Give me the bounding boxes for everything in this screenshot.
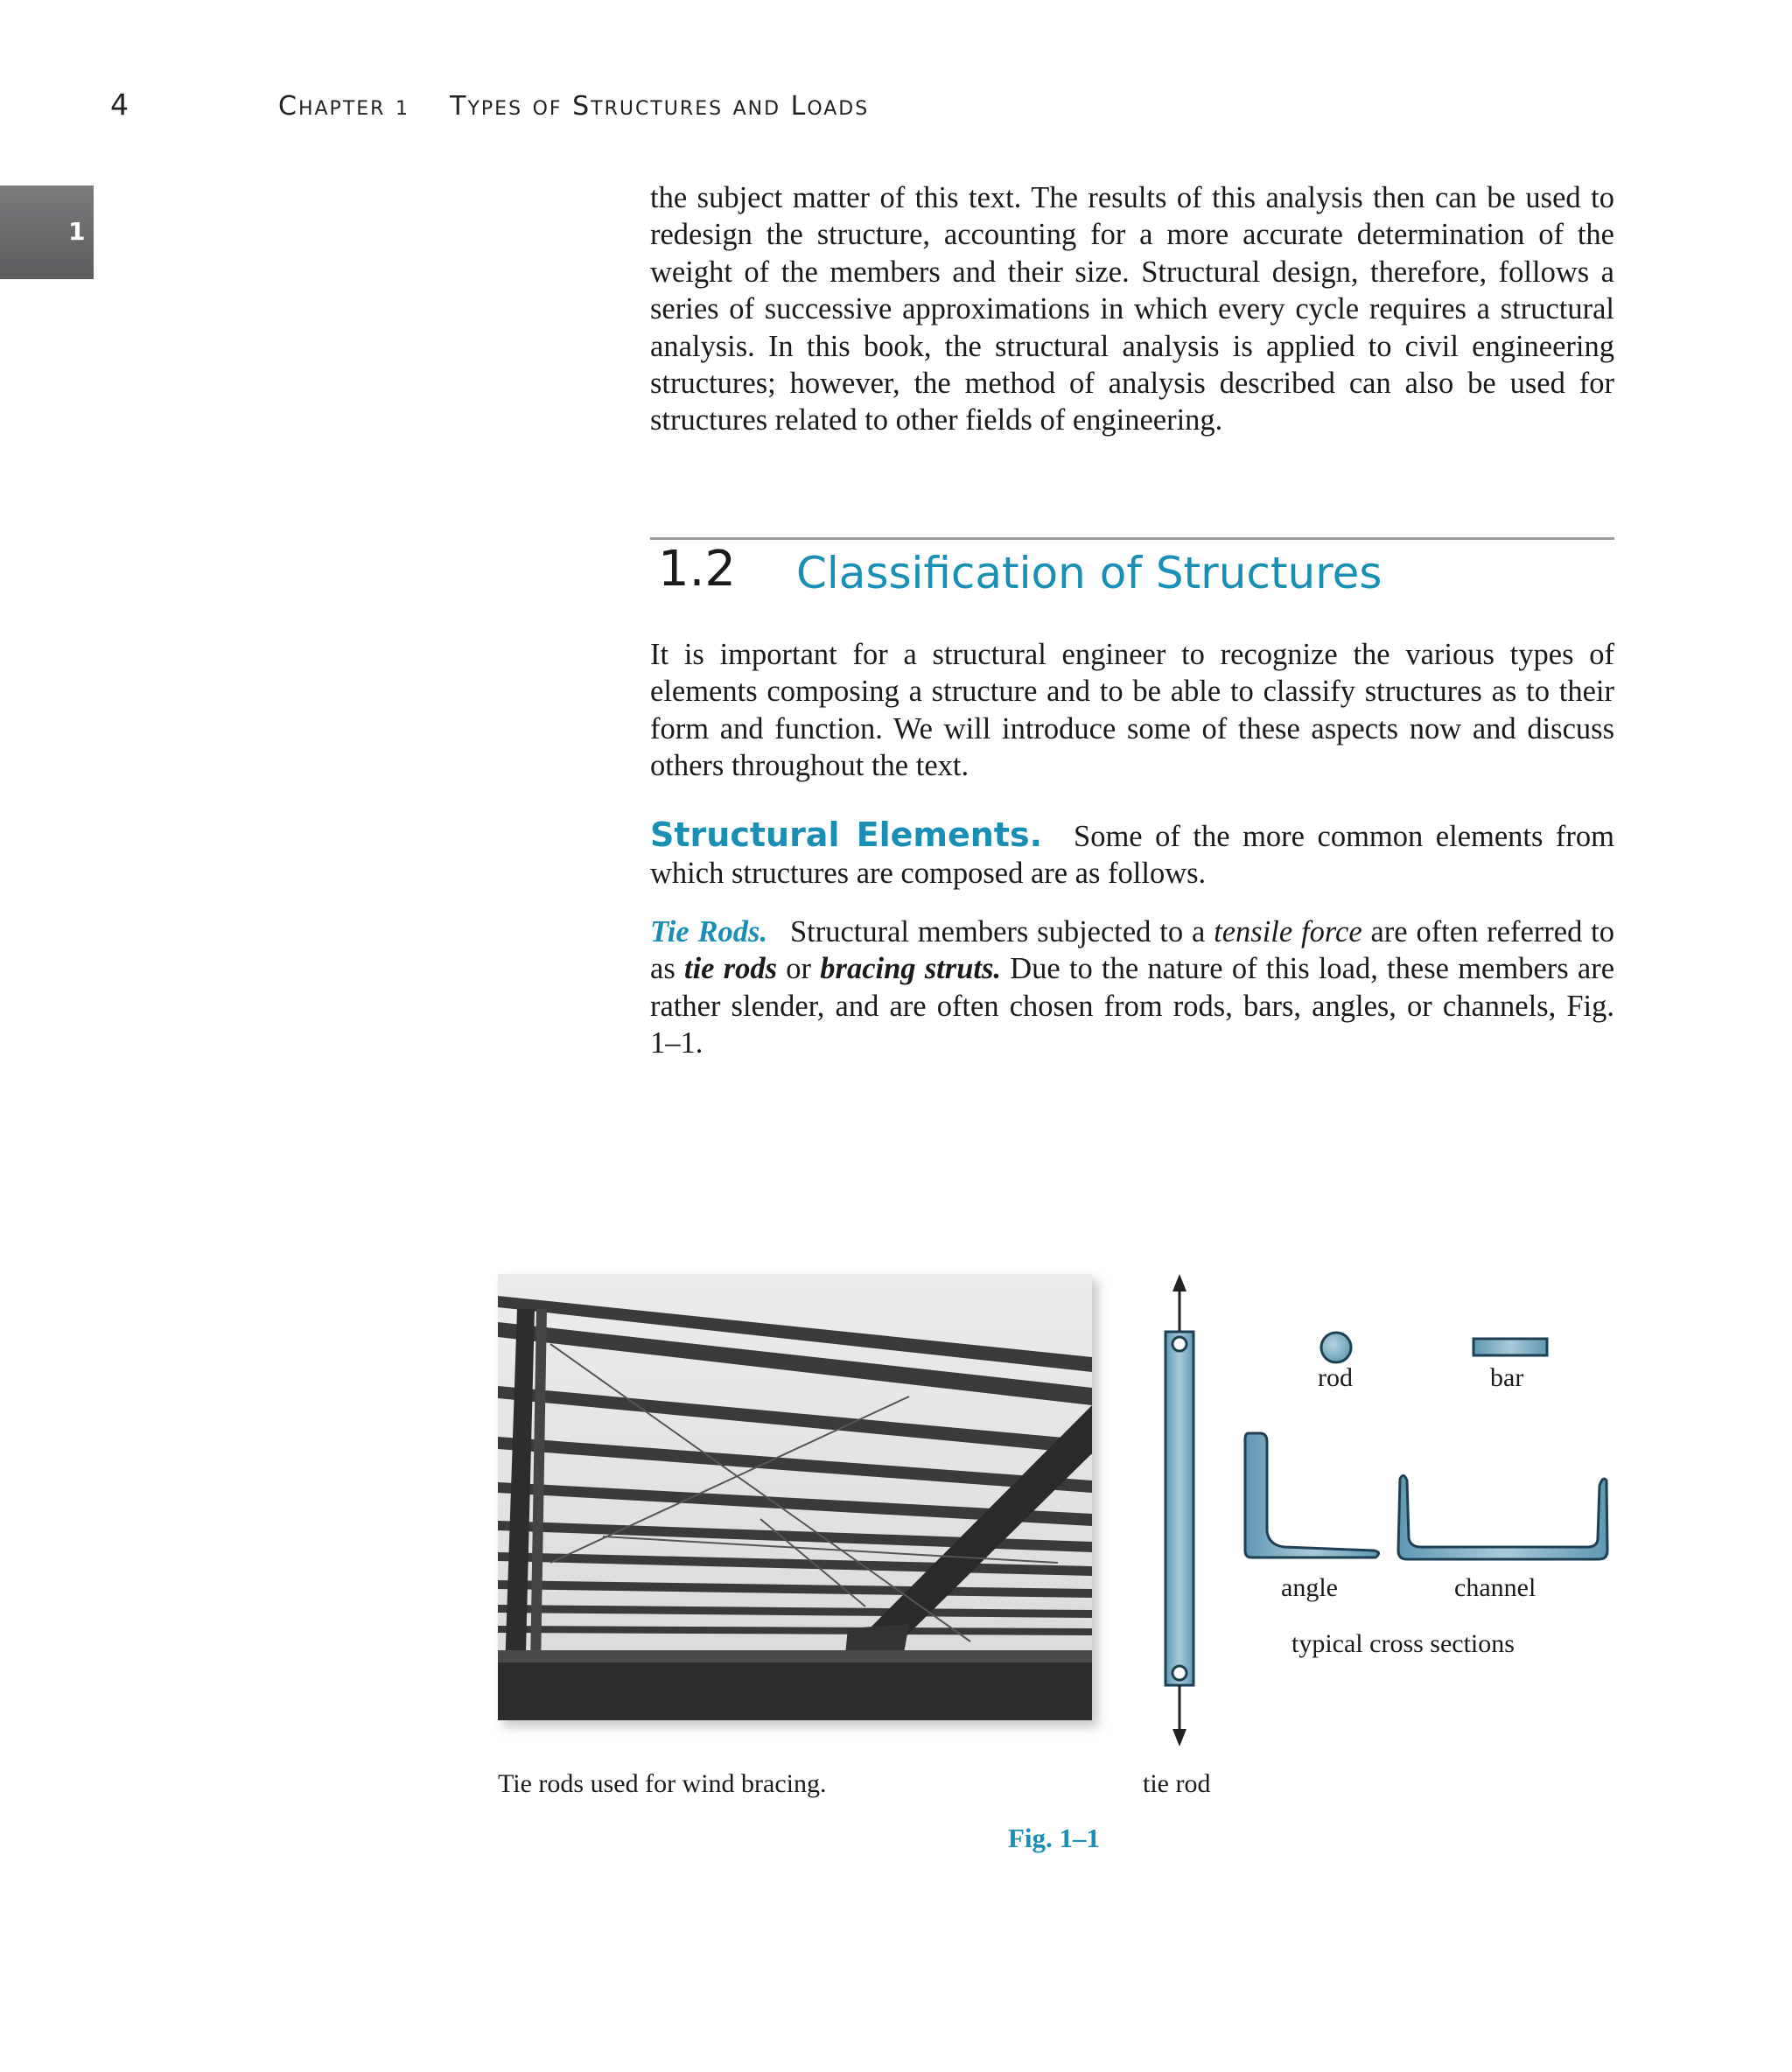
body-paragraph-1 [650, 179, 1614, 439]
section-rule [650, 537, 1614, 540]
body-paragraph-4 [650, 914, 1614, 1062]
rod-section [1321, 1333, 1351, 1362]
run-in-heading-structural-elements: Structural Elements. [650, 816, 1043, 854]
page-number: 4 [110, 88, 129, 122]
tie-rod-member [1166, 1274, 1194, 1746]
channel-section [1398, 1475, 1607, 1559]
body-paragraph-2 [650, 636, 1614, 785]
text-run: Structural members subjected to a [789, 915, 1206, 948]
figure-number: Fig. 1–1 [1008, 1823, 1101, 1853]
text-run: or [786, 952, 812, 986]
chapter-label: CHAPTER 1 [278, 91, 410, 122]
emphasis-tensile-force: tensile force [1214, 915, 1362, 948]
tie-rod-photo [498, 1274, 1092, 1720]
run-in-heading-tie-rods: Tie Rods. [650, 915, 768, 948]
cross-sections-caption: typical cross sections [1292, 1629, 1515, 1658]
angle-section [1245, 1433, 1379, 1558]
photo-caption: Tie rods used for wind bracing. [498, 1769, 827, 1798]
thumb-tab-number: 1 [68, 217, 86, 246]
cross-sections-diagram [1111, 1269, 1636, 1759]
running-head [278, 91, 869, 122]
channel-label: channel [1454, 1573, 1536, 1602]
bar-label: bar [1490, 1363, 1524, 1392]
section-title: Classification of Structures [796, 548, 1382, 598]
text-run: Due to the nature of this load, these members are rather slender, and are often chosen from rods, bars, angles, or channels, Fig. 1–1. [650, 952, 1615, 1060]
chapter-title: TYPES OF STRUCTURES AND LOADS [450, 91, 870, 122]
text-run: are often referred to as [650, 915, 1614, 986]
chapter-thumb-tab [0, 186, 94, 279]
section-number: 1.2 [658, 541, 737, 598]
paragraph-text: Some of the more common elements from which structures are composed are as follows. [650, 820, 1614, 891]
paragraph-text: the subject matter of this text. The results of this analysis then can be used to redesign the structure, accounting for a more accurate determination of the weight of the members and their size. Structural design, therefore, follows a series of successive approximations in which every cycle requires a structural analysis. In this book, the structural analysis is applied to civil engineering structures; however, the method of analysis described can also be used for structures related to other fields of engineering. [650, 181, 1614, 438]
term-bracing-struts: bracing struts. [820, 952, 1002, 986]
angle-label: angle [1281, 1573, 1338, 1602]
paragraph-text: It is important for a structural engineer to recognize the various types of elements composing a structure and to be able to classify structures as to their form and function. We will introduce some of these aspects now and discuss others throughout the text. [650, 638, 1614, 783]
body-paragraph-3 [650, 816, 1614, 892]
bar-section [1474, 1339, 1547, 1355]
term-tie-rods: tie rods [683, 952, 778, 986]
photo-illustration [498, 1274, 1092, 1720]
rod-label: rod [1318, 1363, 1353, 1392]
tie-rod-label: tie rod [1143, 1769, 1211, 1798]
